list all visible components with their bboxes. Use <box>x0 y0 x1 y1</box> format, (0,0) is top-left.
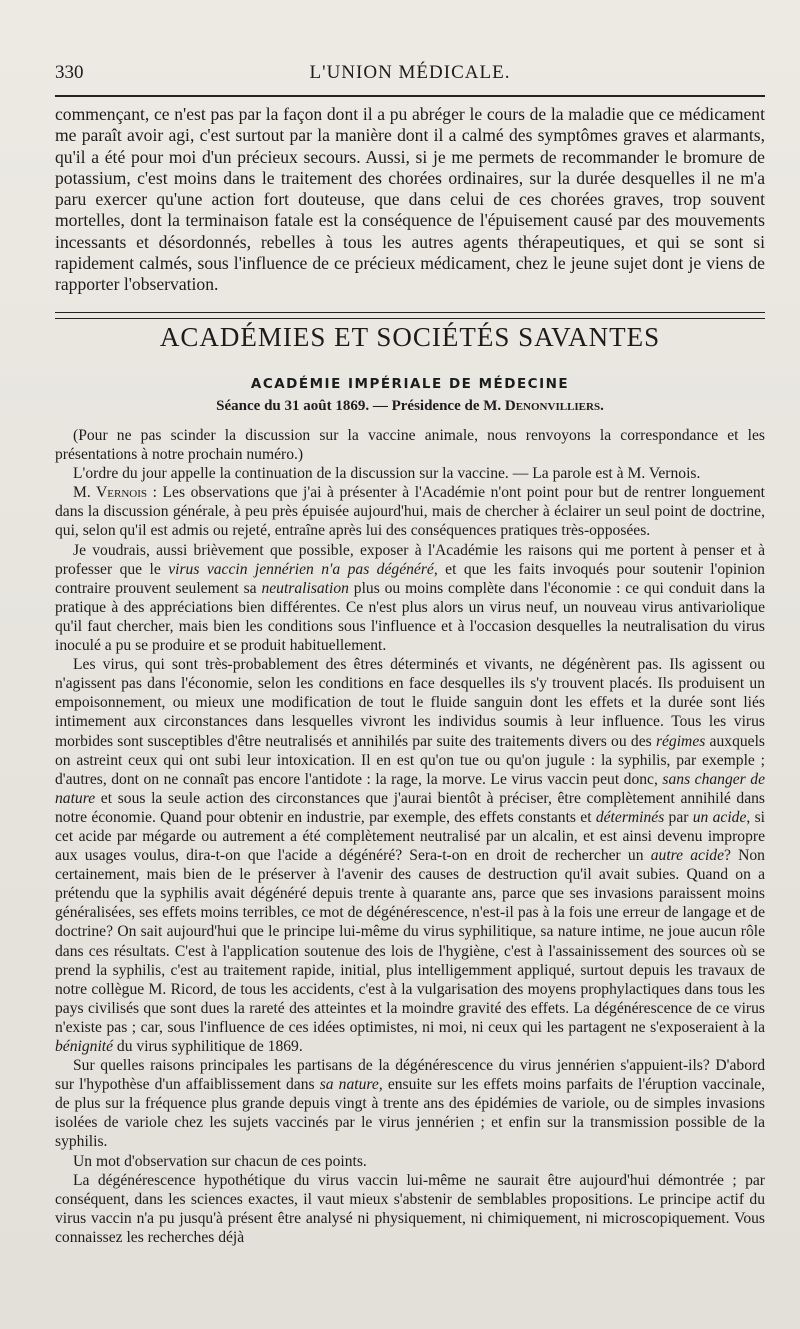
intro-paragraph: commençant, ce n'est pas par la façon dont il a pu abréger le cours de la maladie que ce médicament me paraît avoir agi, c'est surtout par la manière dont il a calmé des symptômes graves et alarmants, qu'il a été pour moi d'un précieux secours. Aussi, si je me permets de recommander le bromure de potassium, c'est moins dans le traitement des chorées ordinaires, sur la durée desquelles il ne m'a paru exercer qu'une action fort douteuse, que dans celui de ces chorées graves, trop souvent mortelles, dont la terminaison fatale est la conséquence de l'épuisement causé par des mouvements incessants et désordonnés, rebelles à tous les autres agents thérapeutiques, et qui se sont si rapidement calmés, sous l'influence de ce précieux médicament, chez le jeune sujet dont je viens de rapporter l'observation. <box>55 104 765 295</box>
paragraph-observation: Un mot d'observation sur chacun de ces points. <box>73 1152 367 1170</box>
paragraph-les-virus: Les virus, qui sont très-probablement des êtres déterminés et vivants, ne dégénèrent pas. Ils agissent ou n'agissent pas dans l'économie, selon les conditions en face desquelles ils s'y trouvent placés. Ils produisent un empoisonnement, ou mieux une modification de tout le fluide sanguin dont les effets et la durée sont liés intimement aux circonstances dans lesquelles vivront les individus soumis à leur influence. Tous les virus morbides sont susceptibles d'être neutralisés et annihilés par suite des traitements divers ou des régimes auxquels on astreint ceux qui ont subi leur intoxication. Il en est qu'on tue ou qu'on jugule : la syphilis, par exemple ; d'autres, dont on ne connaît pas encore l'antidote : la rage, la morve. Le virus vaccin peut donc, sans changer de nature et sous la seule action des circonstances que j'aurai bientôt à préciser, être complètement annihilé dans notre économie. Quand pour obtenir en industrie, par exemple, des effets constants et déterminés par un acide, si cet acide par mégarde ou autrement a été complètement neutralisé par un alcalin, et est ainsi devenu impropre aux usages voulus, dira-t-on que l'acide a dégénéré? Sera-t-on en droit de rechercher un autre acide? Non certainement, mais bien de le préserver à l'avenir des causes de destruction qu'il avait subies. Quand on a prétendu que la syphilis avait dégénéré depuis trente à quarante ans, parce que ses invasions paraissent moins généralisées, ses effets moins terribles, ce mot de dégénérescence, n'est-il pas à la fois une erreur de langage et de doctrine? On sait aujourd'hui que le principe lui-même du virus syphilitique, sa nature intime, ne joue aucun rôle dans ces résultats. C'est à l'application soutenue des lois de l'hygiène, c'est à l'assainissement des sources où se prend la syphilis, c'est au traitement rapide, initial, plus intelligemment appliqué, surtout depuis les travaux de notre collègue M. Ricord, de tous les accidents, c'est à la vulgarisation des moyens prophylactiques dans tous les pays civilisés que sont dues la rareté des atteintes et la moindre gravité des effets. La dégénérescence de ce virus n'existe pas ; car, sous l'influence de ces idées optimistes, ni moi, ni ceux qui les partagent ne s'exposeraient à la bénignité du virus syphilitique de 1869. <box>55 656 765 1055</box>
paragraph-virus-jennerien: Je voudrais, aussi brièvement que possible, exposer à l'Académie les raisons qui me portent à penser et à professer que le virus vaccin jennérien n'a pas dégénéré, et que les faits invoqués pour soutenir l'opinion contraire prouvent seulement sa neutralisation plus ou moins complète dans l'économie : ce qui conduit dans la pratique à des appréciations bien différentes. Ce n'est plus alors un virus neuf, un nouveau virus antivariolique qu'il faut chercher, mais bien les conditions sous l'influence et à l'occasion desquelles la neutralisation du virus inoculé a pu se produire et se produit habituellement. <box>55 541 765 655</box>
header-rule <box>55 95 765 97</box>
article-body <box>55 426 765 1247</box>
section-divider <box>55 312 765 319</box>
intro-section <box>55 104 765 296</box>
paragraph-raisons: Sur quelles raisons principales les partisans de la dégénérescence du virus jennérien s'appuient-ils? D'abord sur l'hypothèse d'un affaiblissement dans sa nature, ensuite sur les effets moins parfaits de l'éruption vaccinale, de plus sur la fréquence plus grande depuis vingt à trente ans des épidémies de variole, ou de simples invasions isolées de variole chez les sujets vaccinés par le virus jennérien ; et enfin sur la transmission possible de la syphilis. <box>55 1057 765 1151</box>
paragraph-vernois-intro: M. Vernois : Les observations que j'ai à présenter à l'Académie n'ont point pour but de rentrer longuement dans la discussion générale, à peu près épuisée aujourd'hui, mais de chercher à éclairer un seul point de doctrine, qui, selon qu'il est admis ou rejeté, entraîne après lui des conséquences pratiques très-opposées. <box>55 484 765 540</box>
paragraph-correspondance: (Pour ne pas scinder la discussion sur la vaccine animale, nous renvoyons la correspondance et les présentations à notre prochain numéro.) <box>55 427 765 464</box>
running-title: L'UNION MÉDICALE. <box>309 62 511 83</box>
session-line <box>55 398 765 415</box>
academy-heading: ACADÉMIE IMPÉRIALE DE MÉDECINE <box>250 376 570 392</box>
speaker-name: M. Vernois <box>73 484 148 502</box>
session-prefix: Séance du 31 août 1869. — Présidence de M. <box>216 398 505 414</box>
page-header <box>55 58 765 90</box>
page-number: 330 <box>55 62 84 83</box>
paragraph-degenerescence: La dégénérescence hypothétique du virus vaccin lui-même ne saurait être aujourd'hui démontrée ; par conséquent, dans les sciences exactes, il vaut mieux s'abstenir de semblables propositions. Le principe actif du virus vaccin n'a pu jusqu'à présent être analysé ni physiquement, ni chimiquement, ni microscopiquement. Vous connaissez les recherches déjà <box>55 1171 765 1246</box>
paragraph-ordre-du-jour: L'ordre du jour appelle la continuation de la discussion sur la vaccine. — La parole est à M. Vernois. <box>73 465 701 483</box>
session-president: Denonvilliers. <box>504 398 604 414</box>
section-title: ACADÉMIES ET SOCIÉTÉS SAVANTES <box>159 322 661 352</box>
